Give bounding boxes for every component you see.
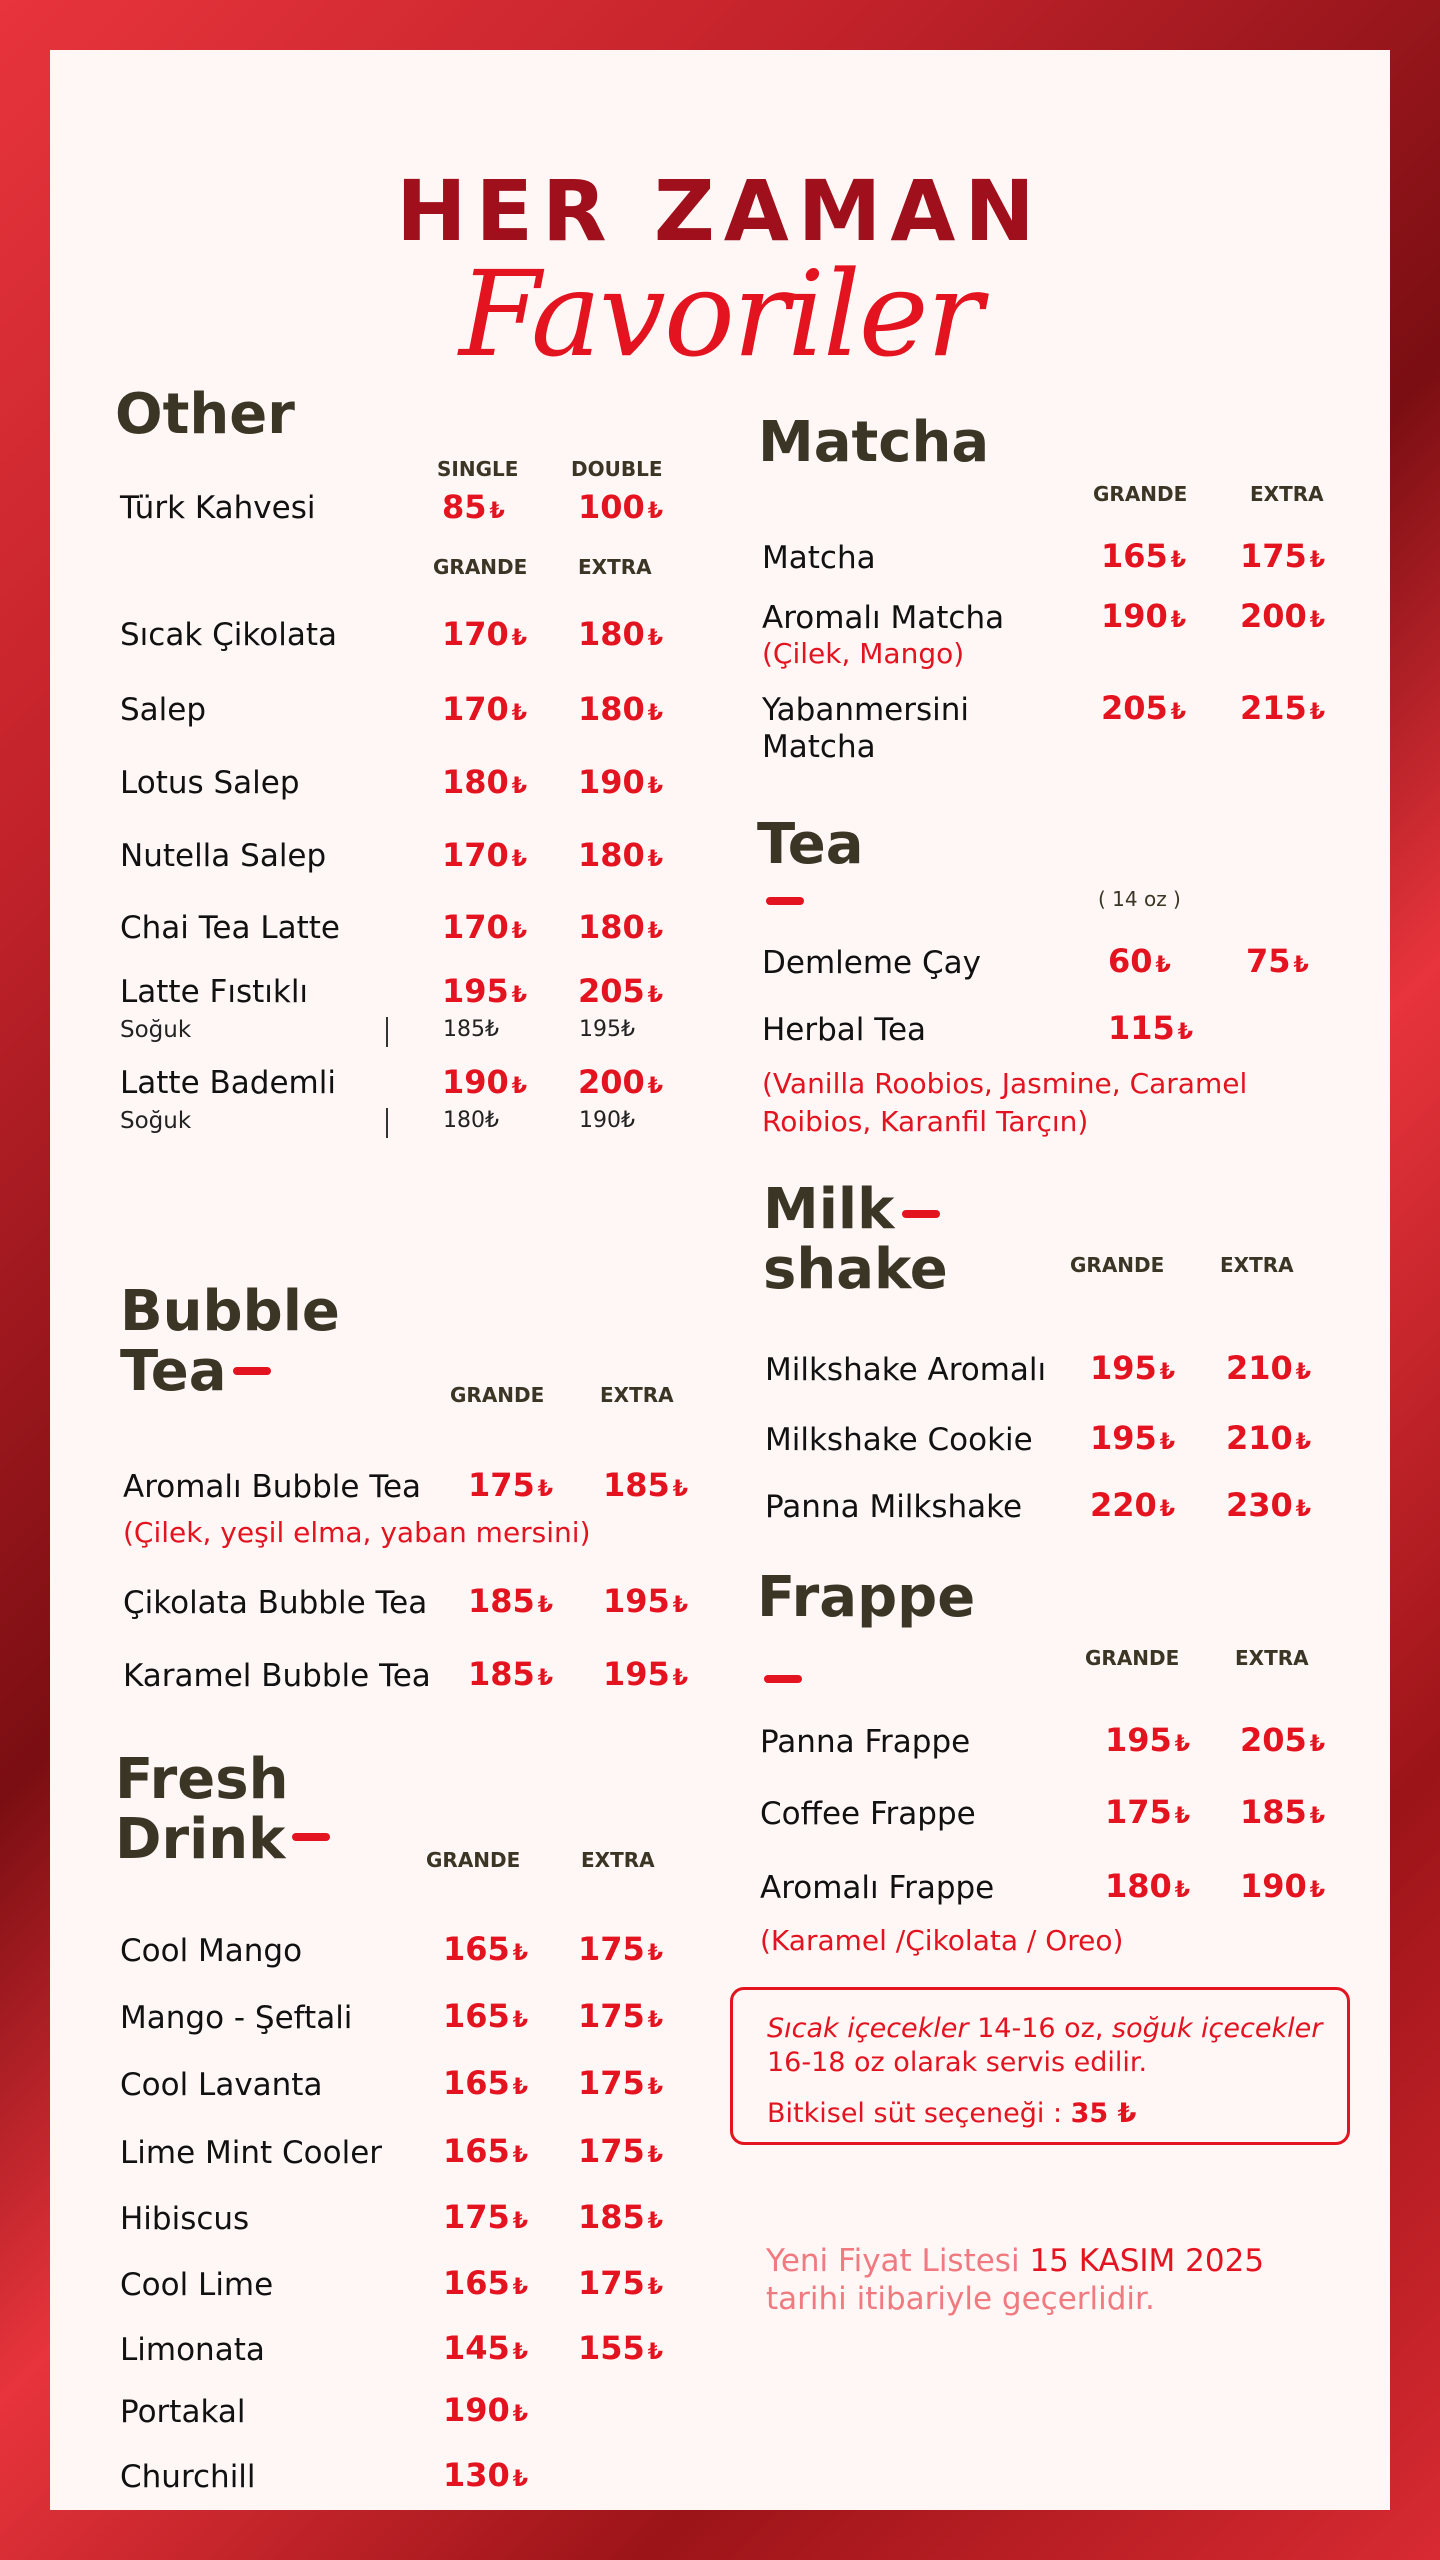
item-name: Türk Kahvesi [120, 490, 316, 526]
price-grande: 145 ₺ [443, 2329, 529, 2367]
item-note: (Çilek, yeşil elma, yaban mersini) [123, 1516, 591, 1549]
price-grande: 185 ₺ [468, 1655, 554, 1693]
price-grande: 170 ₺ [442, 908, 528, 946]
divider [386, 1017, 388, 1047]
section-title-frappe: Frappe [757, 1565, 976, 1630]
section-title-other: Other [115, 382, 295, 447]
price-grande: 195 ₺ [442, 972, 528, 1010]
item-name: Hibiscus [120, 2201, 250, 2237]
price-extra: 155 ₺ [578, 2329, 664, 2367]
item-name: Latte Fıstıklı [120, 974, 309, 1010]
price-extra: 230 ₺ [1226, 1486, 1312, 1524]
item-name: Demleme Çay [762, 945, 981, 981]
item-note: (Karamel /Çikolata / Oreo) [760, 1924, 1124, 1957]
price-extra: 175 ₺ [1240, 537, 1326, 575]
item-name: Churchill [120, 2459, 256, 2495]
item-name: Herbal Tea [762, 1012, 927, 1048]
item-name: Yabanmersini [762, 692, 970, 728]
accent-dash [902, 1210, 940, 1218]
item-name: Portakal [120, 2394, 246, 2430]
item-name: Panna Milkshake [765, 1489, 1023, 1525]
price: 115 ₺ [1108, 1009, 1194, 1047]
price-grande: 180 ₺ [442, 763, 528, 801]
item-note: (Çilek, Mango) [762, 637, 965, 670]
header-grande: GRANDE [426, 1848, 521, 1872]
serving-info-line2: 16-18 oz olarak servis edilir. [767, 2047, 1148, 2078]
section-title-matcha: Matcha [758, 410, 990, 475]
section-title-milkshake-2: shake [763, 1237, 948, 1302]
price-extra: 195 ₺ [603, 1655, 689, 1693]
accent-dash [766, 897, 804, 905]
header-extra: EXTRA [1250, 482, 1324, 506]
serving-info-box [730, 1987, 1350, 2145]
price-grande: 180 ₺ [1105, 1867, 1191, 1905]
price-grande: 190 ₺ [1101, 597, 1187, 635]
price-grande: 190 ₺ [443, 2391, 529, 2429]
item-name: Matcha [762, 540, 876, 576]
price-grande: 130 ₺ [443, 2456, 529, 2494]
item-name: Lotus Salep [120, 765, 300, 801]
item-name: Cool Lavanta [120, 2067, 323, 2103]
price-extra: 200 ₺ [578, 1063, 664, 1101]
header-grande: GRANDE [433, 555, 528, 579]
header-grande: GRANDE [1085, 1646, 1180, 1670]
price-grande: 170 ₺ [442, 615, 528, 653]
brand-title: HER ZAMAN [396, 162, 1044, 260]
section-title-fresh: Fresh [115, 1747, 289, 1812]
item-name: Cool Lime [120, 2267, 274, 2303]
accent-dash [764, 1675, 802, 1683]
item-name: Salep [120, 692, 207, 728]
item-name: Karamel Bubble Tea [123, 1658, 431, 1694]
item-name: Milkshake Cookie [765, 1422, 1033, 1458]
section-title-milkshake: Milk [763, 1177, 895, 1242]
price-grande: 175 ₺ [1105, 1793, 1191, 1831]
accent-dash [233, 1367, 271, 1375]
price-extra: 210 ₺ [1226, 1349, 1312, 1387]
menu-board [50, 50, 1390, 2510]
item-name: Chai Tea Latte [120, 910, 340, 946]
item-name: Lime Mint Cooler [120, 2135, 383, 2171]
price-grande: 165 ₺ [443, 1930, 529, 1968]
price-grande: 205 ₺ [1101, 689, 1187, 727]
price-extra: 210 ₺ [1226, 1419, 1312, 1457]
item-name: Sıcak Çikolata [120, 617, 337, 653]
section-title-bubble: Bubble [120, 1279, 340, 1344]
divider [386, 1108, 388, 1138]
header-extra: EXTRA [578, 555, 652, 579]
serving-info-line1: Sıcak içecekler 14-16 oz, soğuk içecekler [767, 2013, 1323, 2044]
price-grande: 175 ₺ [468, 1466, 554, 1504]
price-extra: 190 ₺ [578, 763, 664, 801]
header-grande: GRANDE [1070, 1253, 1165, 1277]
price-extra: 180 ₺ [578, 615, 664, 653]
variant-price: 185₺ [443, 1017, 499, 1042]
price-grande: 165 ₺ [443, 2132, 529, 2170]
tea-note: (Vanilla Roobios, Jasmine, Caramel [762, 1067, 1248, 1100]
price-list-date: Yeni Fiyat Listesi 15 KASIM 2025 [766, 2243, 1265, 2279]
item-name: Coffee Frappe [760, 1796, 976, 1832]
price-grande: 195 ₺ [1090, 1419, 1176, 1457]
price-extra: 185 ₺ [1240, 1793, 1326, 1831]
header-double: DOUBLE [571, 457, 663, 481]
price: 60 ₺ [1108, 942, 1171, 980]
price-grande: 165 ₺ [1101, 537, 1187, 575]
header-grande: GRANDE [1093, 482, 1188, 506]
accent-dash [292, 1833, 330, 1841]
price-extra: 175 ₺ [578, 1997, 664, 2035]
price-extra: 175 ₺ [578, 2264, 664, 2302]
item-name: Panna Frappe [760, 1724, 971, 1760]
price-extra: 180 ₺ [578, 690, 664, 728]
variant-price: 180₺ [443, 1108, 499, 1133]
item-name: Limonata [120, 2332, 265, 2368]
price-grande: 165 ₺ [443, 2064, 529, 2102]
price-grande: 165 ₺ [443, 2264, 529, 2302]
price-extra: 190 ₺ [1240, 1867, 1326, 1905]
price-extra: 185 ₺ [603, 1466, 689, 1504]
price-grande: 165 ₺ [443, 1997, 529, 2035]
price-grande: 170 ₺ [442, 690, 528, 728]
section-title-fresh-2: Drink [115, 1807, 286, 1872]
brand-script-title: Favoriler [458, 245, 982, 383]
price-grande: 175 ₺ [443, 2198, 529, 2236]
section-title-bubble-2: Tea [120, 1339, 227, 1404]
price-grande: 170 ₺ [442, 836, 528, 874]
price-extra: 175 ₺ [578, 2064, 664, 2102]
price-extra: 200 ₺ [1240, 597, 1326, 635]
price-grande: 195 ₺ [1090, 1349, 1176, 1387]
item-name: Aromalı Bubble Tea [123, 1469, 422, 1505]
price-extra: 180 ₺ [578, 836, 664, 874]
header-extra: EXTRA [581, 1848, 655, 1872]
price-list-validity: tarihi itibariyle geçerlidir. [766, 2281, 1155, 2317]
price-extra: 205 ₺ [578, 972, 664, 1010]
plant-milk-info: Bitkisel süt seçeneği : 35 ₺ [767, 2098, 1137, 2129]
item-name: Matcha [762, 729, 876, 765]
item-name: Cool Mango [120, 1933, 303, 1969]
item-name: Aromalı Frappe [760, 1870, 995, 1906]
price-extra: 215 ₺ [1240, 689, 1326, 727]
item-name: Mango - Şeftali [120, 2000, 353, 2036]
header-extra: EXTRA [600, 1383, 674, 1407]
price-single: 85 ₺ [442, 488, 505, 526]
section-title-tea: Tea [757, 812, 864, 877]
price-grande: 185 ₺ [468, 1582, 554, 1620]
price-grande: 190 ₺ [442, 1063, 528, 1101]
item-variant: Soğuk [120, 1017, 192, 1043]
price: 75 ₺ [1246, 942, 1309, 980]
price-grande: 220 ₺ [1090, 1486, 1176, 1524]
item-name: Aromalı Matcha [762, 600, 1005, 636]
price-grande: 195 ₺ [1105, 1721, 1191, 1759]
tea-note: Roibios, Karanfil Tarçın) [762, 1105, 1089, 1138]
header-single: SINGLE [437, 457, 519, 481]
item-name: Milkshake Aromalı [765, 1352, 1047, 1388]
header-extra: EXTRA [1235, 1646, 1309, 1670]
header-extra: EXTRA [1220, 1253, 1294, 1277]
price-extra: 175 ₺ [578, 1930, 664, 1968]
variant-price: 195₺ [579, 1017, 635, 1042]
price-extra: 205 ₺ [1240, 1721, 1326, 1759]
tea-size: ( 14 oz ) [1098, 887, 1181, 911]
price-extra: 195 ₺ [603, 1582, 689, 1620]
variant-price: 190₺ [579, 1108, 635, 1133]
price-double: 100 ₺ [578, 488, 664, 526]
price-extra: 185 ₺ [578, 2198, 664, 2236]
item-name: Çikolata Bubble Tea [123, 1585, 428, 1621]
item-name: Latte Bademli [120, 1065, 336, 1101]
price-extra: 180 ₺ [578, 908, 664, 946]
price-extra: 175 ₺ [578, 2132, 664, 2170]
item-name: Nutella Salep [120, 838, 327, 874]
header-grande: GRANDE [450, 1383, 545, 1407]
item-variant: Soğuk [120, 1108, 192, 1134]
